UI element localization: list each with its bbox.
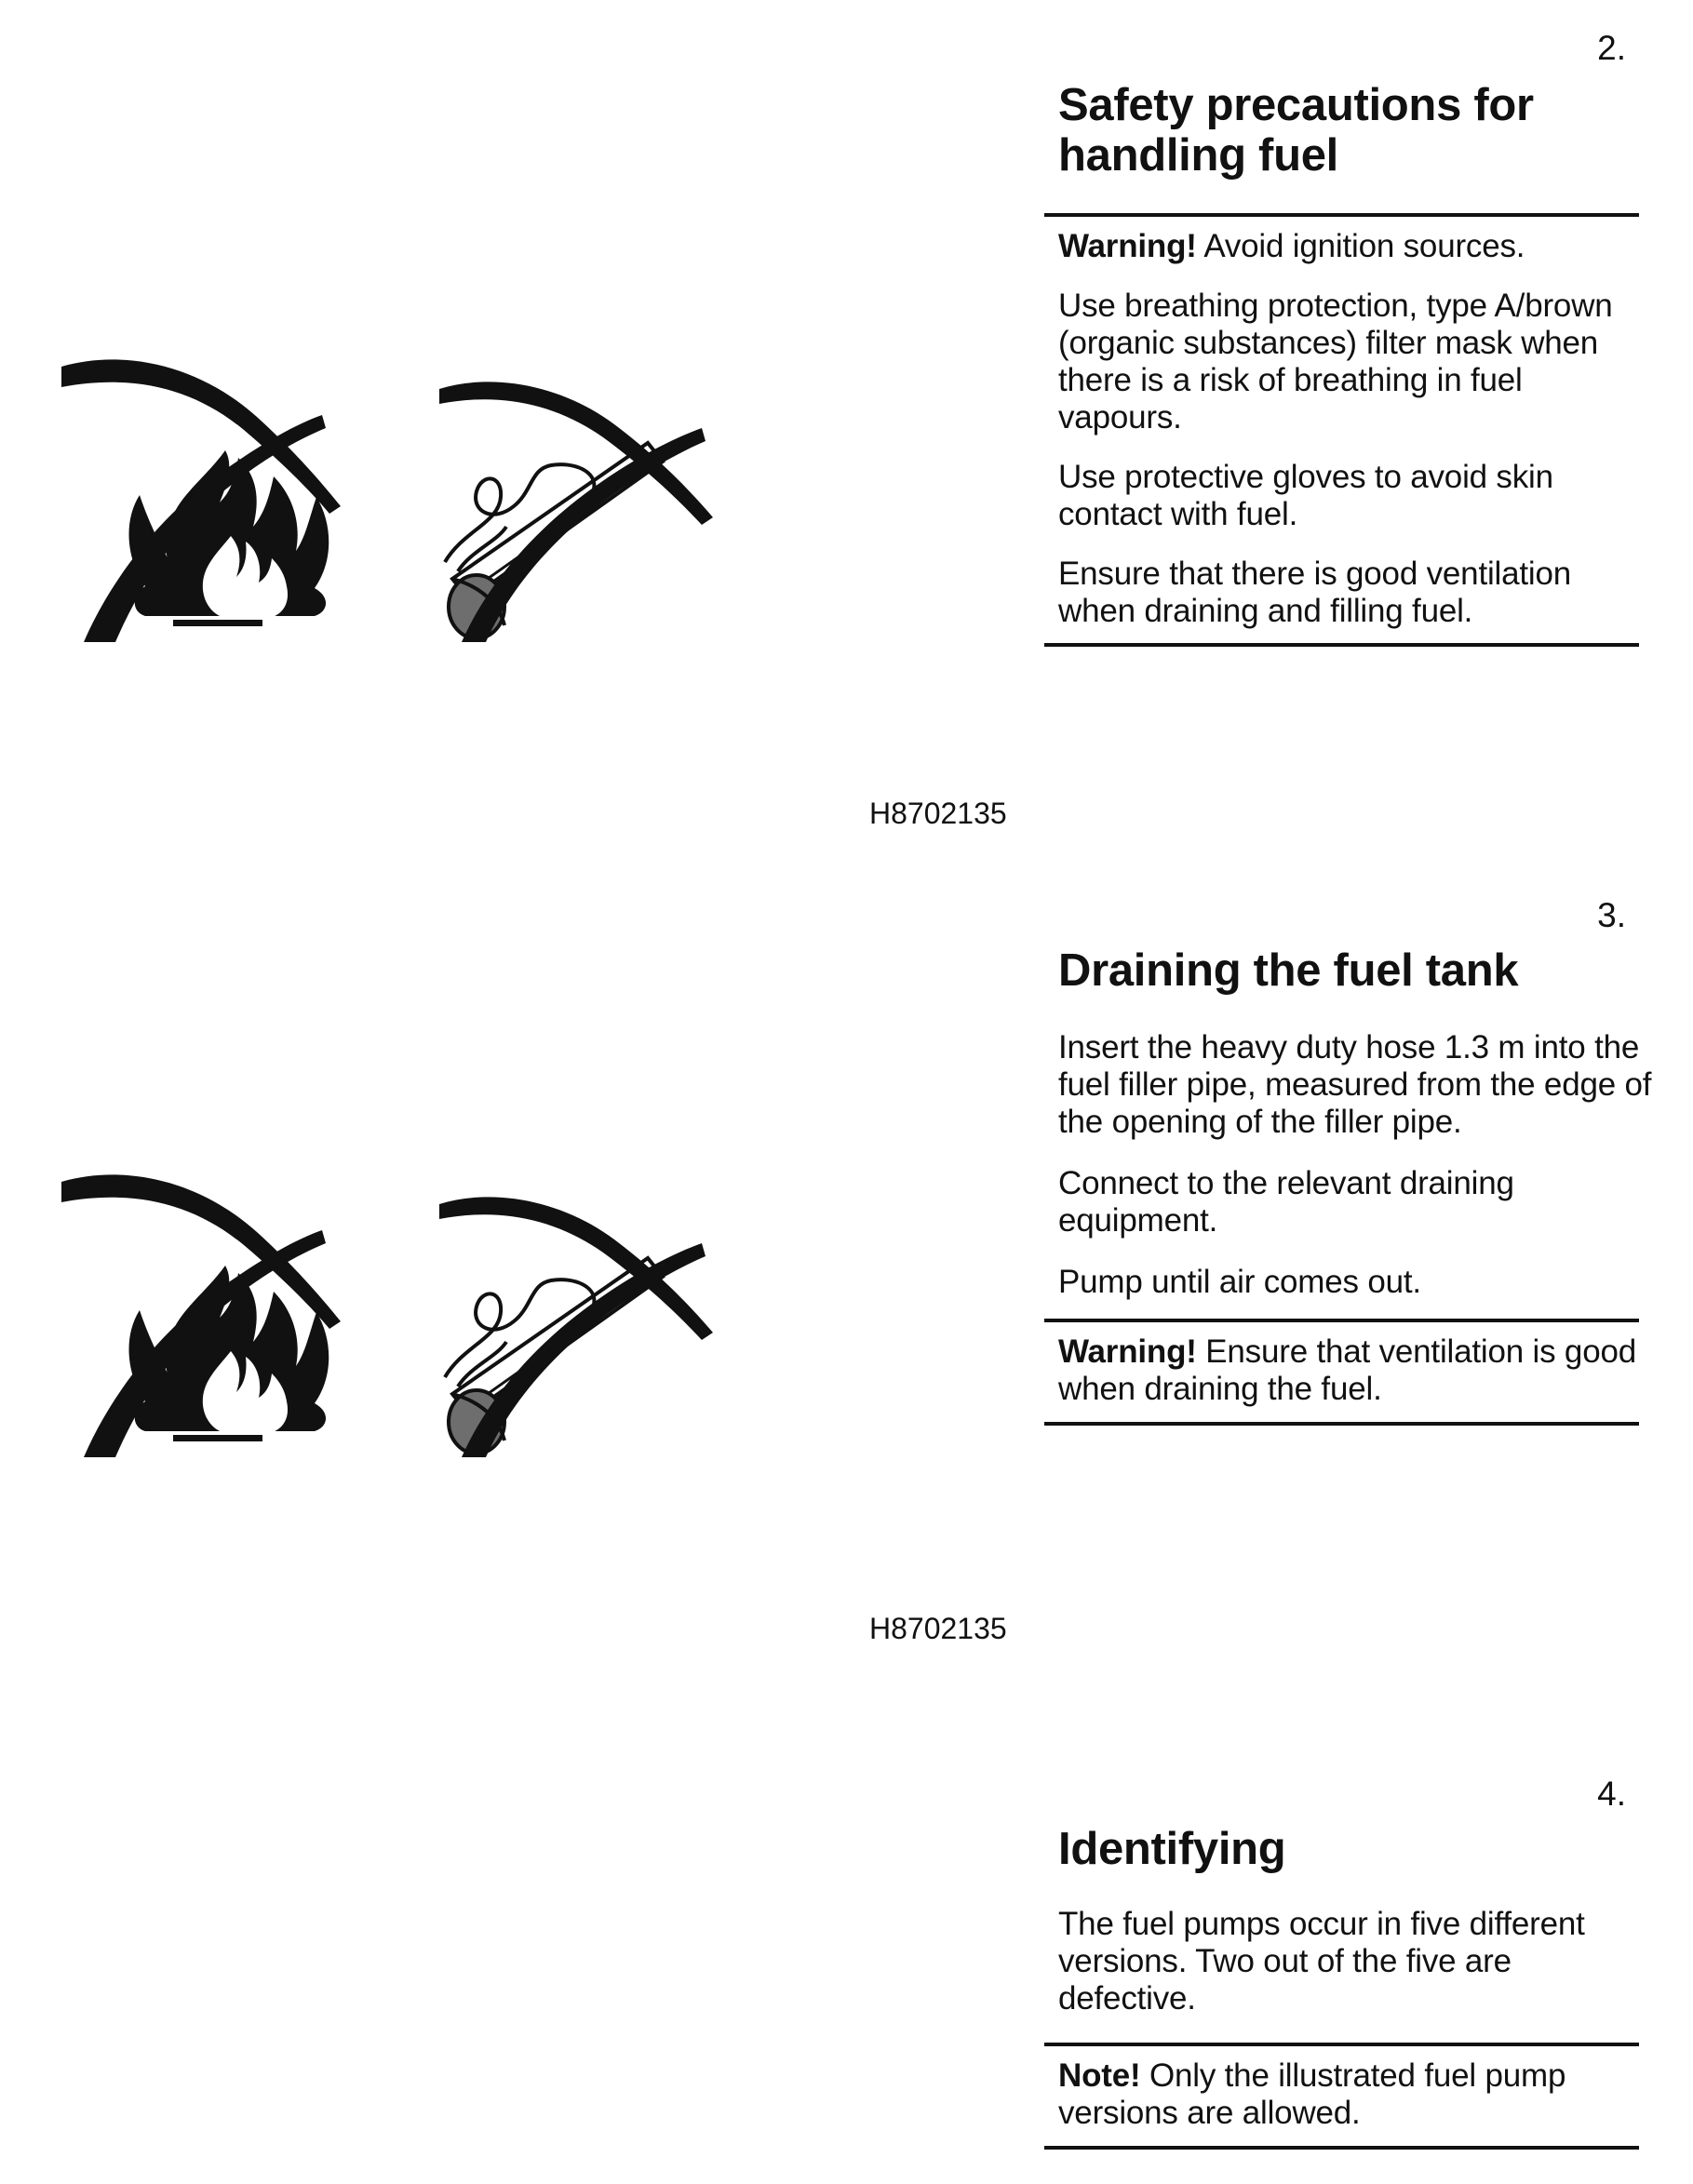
figure-code: H8702135 bbox=[869, 797, 1007, 830]
warning-body: Ensure that ventilation is good when draining the fuel. bbox=[1058, 1333, 1636, 1407]
note-body: Only the illustrated fuel pump versions are allowed. bbox=[1058, 2057, 1566, 2131]
instructions bbox=[1058, 1906, 1654, 2017]
step-number: 2. bbox=[1597, 29, 1626, 67]
paragraph: Pump until air comes out. bbox=[1058, 1264, 1421, 1300]
warning-label: Warning! bbox=[1058, 1333, 1197, 1370]
section-title-line: Safety precautions for bbox=[1058, 80, 1534, 130]
warning-label: Warning! bbox=[1058, 228, 1197, 264]
no-open-flame-icon bbox=[61, 359, 341, 642]
warning-text bbox=[1058, 228, 1639, 265]
warning-box bbox=[1044, 1319, 1639, 1426]
no-open-flame-icon bbox=[61, 1174, 341, 1457]
safety-pictograms bbox=[61, 1122, 815, 1457]
step-number: 4. bbox=[1597, 1775, 1626, 1813]
paragraph: Use breathing protection, type A/brown (organic substances) filter mask when there is a risk of breathing in fuel vapours. bbox=[1058, 288, 1613, 435]
warning-text bbox=[1058, 1333, 1639, 1408]
warning-body: Avoid ignition sources. bbox=[1196, 228, 1525, 264]
section-title: Draining the fuel tank bbox=[1058, 945, 1519, 996]
paragraph: Connect to the relevant draining equipment. bbox=[1058, 1165, 1514, 1239]
note-label: Note! bbox=[1058, 2057, 1141, 2094]
safety-pictograms bbox=[61, 307, 815, 642]
section-title-line: handling fuel bbox=[1058, 130, 1338, 181]
paragraph: The fuel pumps occur in five different versions. Two out of the five are defective. bbox=[1058, 1906, 1585, 2017]
paragraph: Insert the heavy duty hose 1.3 m into the fuel filler pipe, measured from the edge of the opening of the filler pipe. bbox=[1058, 1029, 1652, 1140]
note-text bbox=[1058, 2057, 1639, 2132]
safety-box bbox=[1044, 213, 1639, 647]
paragraph: Use protective gloves to avoid skin contact with fuel. bbox=[1058, 459, 1553, 532]
no-smoking-icon bbox=[439, 382, 713, 642]
step-number: 3. bbox=[1597, 896, 1626, 934]
section-title: Identifying bbox=[1058, 1824, 1286, 1874]
instructions bbox=[1058, 1029, 1654, 1301]
paragraph: Ensure that there is good ventilation when draining and filling fuel. bbox=[1058, 556, 1572, 629]
section-title bbox=[1058, 80, 1579, 181]
note-box bbox=[1044, 2043, 1639, 2150]
figure-code: H8702135 bbox=[869, 1612, 1007, 1645]
no-smoking-icon bbox=[439, 1197, 713, 1457]
